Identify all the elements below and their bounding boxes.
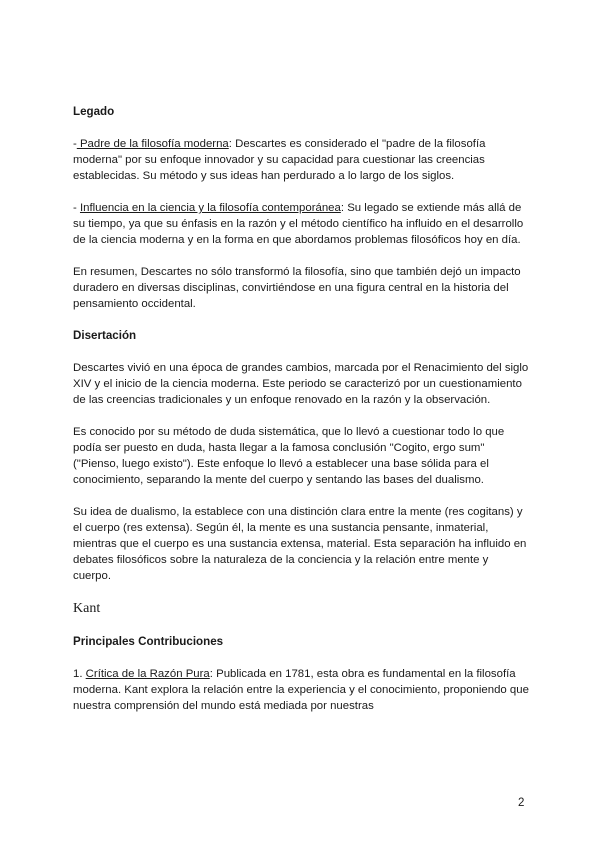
legado-item-1-title: Padre de la filosofía moderna xyxy=(76,138,229,150)
legado-item-1-text: : Descartes es considerado el "padre de la filosofía moderna" por su enfoque innovador y su capacidad para cuestionar las creencias establecidas. Su método y sus ideas han perdurado a lo largo de los siglos. xyxy=(73,138,486,182)
disertacion-heading: Disertación xyxy=(73,329,137,342)
disertacion-paragraph-1: Descartes vivió en una época de grandes cambios, marcada por el Renacimiento del siglo XIV y el inicio de la ciencia moderna. Este periodo se caracterizó por un cuestionamiento de las creencias tradicionales y un enfoque renovado en la razón y la observación. xyxy=(73,362,529,406)
legado-item-2-title: Influencia en la ciencia y la filosofía contemporánea xyxy=(79,202,341,214)
legado-item-2 xyxy=(73,200,529,248)
kant-title: Kant xyxy=(73,601,101,616)
contribution-item-1-title: Crítica de la Razón Pura xyxy=(85,668,210,680)
legado-heading: Legado xyxy=(73,105,115,118)
disertacion-paragraph-2: Es conocido por su método de duda sistemática, que lo llevó a cuestionar todo lo que podía ser puesto en duda, hasta llegar a la famosa conclusión "Cogito, ergo sum" ("Pienso, luego existo"). Este enfoque lo llevó a establecer una base sólida para el conocimiento, separando la mente del cuerpo y sentando las bases del dualismo. xyxy=(73,426,505,486)
contributions-heading: Principales Contribuciones xyxy=(73,635,224,648)
legado-item-2-text: : Su legado se extiende más allá de su tiempo, ya que su énfasis en la razón y el método científico ha influido en el desarrollo de la ciencia moderna y en la forma en que abordamos problemas filosóficos hoy en día. xyxy=(73,202,524,246)
contribution-item-1 xyxy=(73,666,529,714)
legado-item-2-prefix: - xyxy=(73,202,80,214)
legado-item-1-prefix: - xyxy=(73,138,77,150)
disertacion-paragraph-3: Su idea de dualismo, la establece con una distinción clara entre la mente (res cogitans) y el cuerpo (res extensa). Según él, la mente es una sustancia pensante, inmaterial, mientras que el cuerpo es una sustancia extensa, material. Esta separación ha influido en debates filosóficos sobre la naturaleza de la conciencia y la relación entre mente y cuerpo. xyxy=(73,506,527,582)
legado-item-1 xyxy=(73,136,529,184)
contribution-item-1-text: : Publicada en 1781, esta obra es fundamental en la filosofía moderna. Kant explora la relación entre la experiencia y el conocimiento, proponiendo que nuestra comprensión del mundo está mediada por nuestras xyxy=(73,668,529,712)
page-number: 2 xyxy=(518,797,525,809)
legado-summary: En resumen, Descartes no sólo transformó la filosofía, sino que también dejó un impacto duradero en diversas disciplinas, convirtiéndose en una figura central en la historia del pensamiento occidental. xyxy=(73,266,521,310)
page-content xyxy=(73,104,529,730)
contribution-item-1-number: 1. xyxy=(73,668,86,680)
